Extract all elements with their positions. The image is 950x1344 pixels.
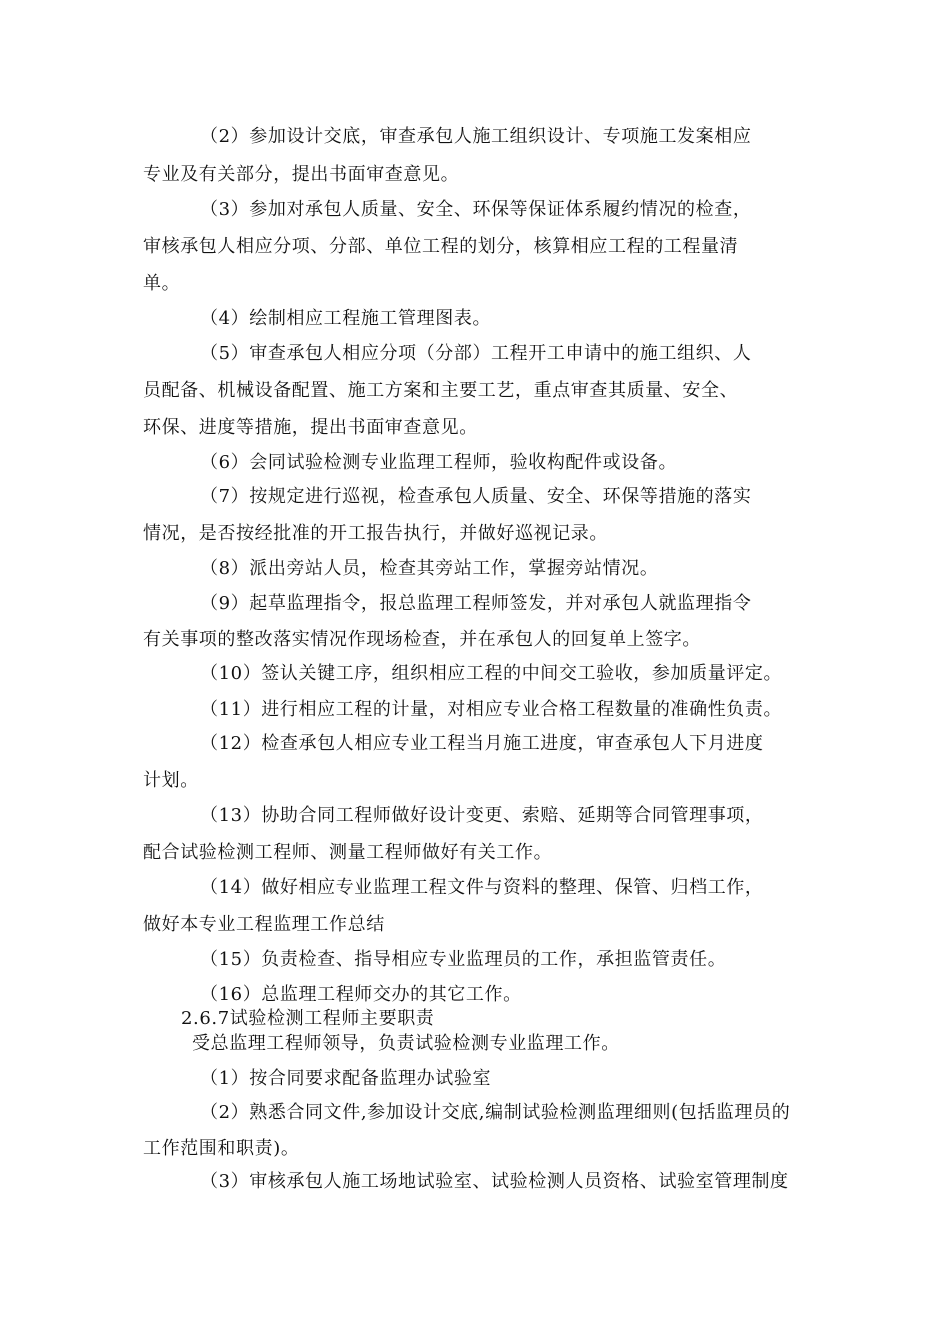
section-heading: 2.6.7试验检测工程师主要职责 [181, 1008, 435, 1029]
paragraph-line: （11）进行相应工程的计量，对相应专业合格工程数量的准确性负责。 [200, 699, 783, 720]
paragraph-line: 有关事项的整改落实情况作现场检查，并在承包人的回复单上签字。 [143, 629, 701, 650]
paragraph-line: （4）绘制相应工程施工管理图表。 [200, 308, 492, 329]
paragraph-line: （6）会同试验检测专业监理工程师，验收构配件或设备。 [200, 452, 678, 473]
paragraph-line: （2）参加设计交底，审查承包人施工组织设计、专项施工发案相应 [200, 126, 752, 147]
paragraph-line: 做好本专业工程监理工作总结 [143, 914, 385, 935]
paragraph-line: （16）总监理工程师交办的其它工作。 [200, 984, 522, 1005]
paragraph-line: （9）起草监理指令，报总监理工程师签发，并对承包人就监理指令 [200, 593, 752, 614]
paragraph-line: 工作范围和职责)。 [143, 1138, 300, 1159]
paragraph-line: （8）派出旁站人员，检查其旁站工作，掌握旁站情况。 [200, 558, 659, 579]
paragraph-line: 配合试验检测工程师、测量工程师做好有关工作。 [143, 842, 553, 863]
paragraph-line: （10）签认关键工序，组织相应工程的中间交工验收，参加质量评定。 [200, 663, 783, 684]
paragraph-line: （3）参加对承包人质量、安全、环保等保证体系履约情况的检查， [200, 199, 752, 220]
paragraph-line: （1）按合同要求配备监理办试验室 [200, 1068, 492, 1089]
paragraph-line: 受总监理工程师领导，负责试验检测专业监理工作。 [192, 1033, 620, 1054]
paragraph-line: 专业及有关部分，提出书面审查意见。 [143, 164, 460, 185]
paragraph-line: （7）按规定进行巡视，检查承包人质量、安全、环保等措施的落实 [200, 486, 752, 507]
paragraph-line: （5）审查承包人相应分项（分部）工程开工申请中的施工组织、人 [200, 343, 752, 364]
paragraph-line: 员配备、机械设备配置、施工方案和主要工艺，重点审查其质量、安全、 [143, 380, 739, 401]
paragraph-line: （13）协助合同工程师做好设计变更、索赔、延期等合同管理事项， [200, 805, 764, 826]
paragraph-line: （12）检查承包人相应专业工程当月施工进度，审查承包人下月进度 [200, 733, 764, 754]
paragraph-line: 环保、进度等措施，提出书面审查意见。 [143, 417, 478, 438]
paragraph-line: （15）负责检查、指导相应专业监理员的工作，承担监管责任。 [200, 949, 727, 970]
paragraph-line: 单。 [143, 273, 181, 294]
paragraph-line: （14）做好相应专业监理工程文件与资料的整理、保管、归档工作， [200, 877, 764, 898]
paragraph-line: 计划。 [143, 770, 199, 791]
paragraph-line: （3）审核承包人施工场地试验室、试验检测人员资格、试验室管理制度 [200, 1171, 789, 1192]
paragraph-line: 情况，是否按经批准的开工报告执行，并做好巡视记录。 [143, 523, 608, 544]
paragraph-line: 审核承包人相应分项、分部、单位工程的划分，核算相应工程的工程量清 [143, 236, 739, 257]
paragraph-line: （2）熟悉合同文件,参加设计交底,编制试验检测监理细则(包括监理员的 [200, 1102, 791, 1123]
